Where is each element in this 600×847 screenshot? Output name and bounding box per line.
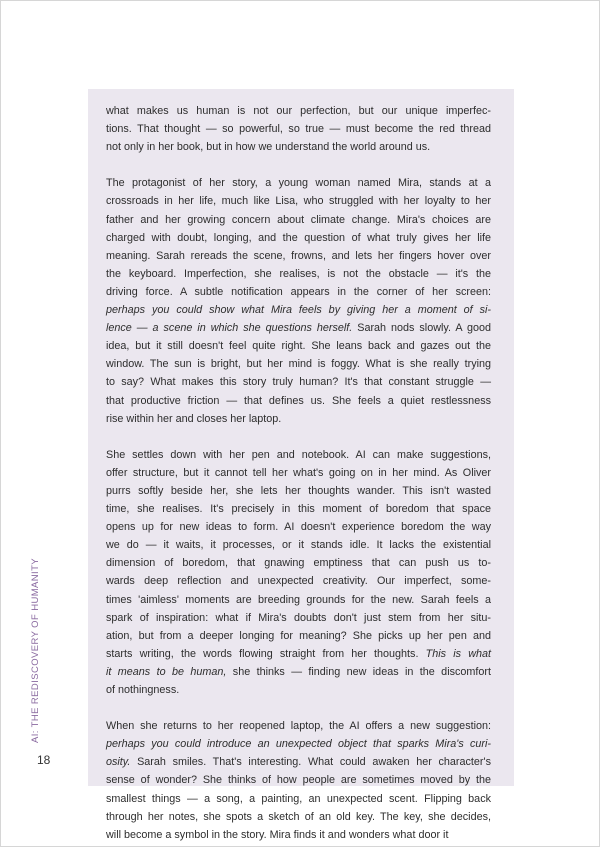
text-line [106, 174, 491, 192]
text-line [106, 572, 491, 590]
text-segment: idea, but it still doesn't feel quite right. She leans back and gazes out the [106, 340, 491, 353]
text-segment: tions. That thought — so powerful, so true — must become the red thread [106, 123, 491, 136]
text-line [106, 645, 491, 663]
text-line [106, 771, 491, 789]
text-line [106, 808, 491, 826]
text-segment: ation, but from a deeper longing for meaning? She picks up her pen and [106, 629, 491, 642]
text-line [106, 609, 491, 627]
text-line [106, 464, 491, 482]
text-segment: father and her growing concern about climate change. Mira's choices are [106, 213, 491, 226]
text-segment: smallest things — a song, a painting, an unexpected scent. Flipping back [106, 792, 491, 805]
text-line [106, 120, 491, 138]
text-line [106, 681, 491, 699]
text-segment: crossroads in her life, much like Lisa, who struggled with her loyalty to her [106, 195, 491, 208]
text-segment: offer structure, but it cannot tell her what's going on in her mind. As Oliver [106, 466, 491, 479]
text-segment: wards deep reflection and unexpected creativity. Our imperfect, some- [106, 575, 491, 588]
text-line [106, 482, 491, 500]
text-segment: driving force. A subtle notification appears in the corner of her screen: [106, 285, 491, 298]
text-line [106, 192, 491, 210]
text-segment: she thinks — finding new ideas in the discomfort [226, 665, 491, 678]
text-segment: to say? What makes this story truly human? It's that constant struggle — [106, 376, 491, 389]
text-segment: starts writing, the words flowing straight from her thoughts. [106, 647, 426, 660]
text-segment: times 'aimless' moments are breeding grounds for the new. Sarah feels a [106, 593, 491, 606]
text-line [106, 392, 491, 410]
text-line [106, 753, 491, 771]
text-line [106, 247, 491, 265]
text-line [106, 717, 491, 735]
text-line [106, 826, 491, 844]
text-segment: spark of inspiration: what if Mira's doubts don't just stem from her situ- [106, 611, 491, 624]
text-line [106, 536, 491, 554]
text-segment: window. The sun is bright, but her mind is foggy. What is she really trying [106, 358, 491, 371]
italic-text: osity. [106, 756, 131, 769]
text-line [106, 373, 491, 391]
text-line [106, 735, 491, 753]
text-line [106, 554, 491, 572]
text-segment: time, she realises. It's precisely in this moment of boredom that space [106, 503, 491, 516]
text-line [106, 265, 491, 283]
text-segment: will become a symbol in the story. Mira finds it and wonders what door it [106, 828, 449, 841]
running-title: AI: THE REDISCOVERY OF HUMANITY [30, 557, 41, 743]
text-line [106, 229, 491, 247]
text-segment: She settles down with her pen and notebook. AI can make suggestions, [106, 448, 491, 461]
text-segment: rise within her and closes her laptop. [106, 412, 282, 425]
text-line [106, 211, 491, 229]
italic-text: perhaps you could introduce an unexpected object that sparks Mira's curi- [106, 738, 491, 751]
text-line [106, 663, 491, 681]
text-line [106, 446, 491, 464]
text-segment: purrs softly beside her, she lets her thoughts wander. This isn't wasted [106, 484, 491, 497]
text-line [106, 283, 491, 301]
text-segment: The protagonist of her story, a young woman named Mira, stands at a [106, 177, 491, 190]
text-segment: the keyboard. Imperfection, she realises, is not the obstacle — it's the [106, 267, 491, 280]
text-segment: through her notes, she spots a sketch of an old key. The key, she decides, [106, 810, 491, 823]
text-line [106, 627, 491, 645]
text-segment: opens up for new ideas to form. AI doesn't experience boredom the way [106, 521, 491, 534]
body-text-block [88, 89, 514, 841]
text-segment: we do — it waits, it processes, or it stands idle. It lacks the existential [106, 539, 491, 552]
text-line [106, 138, 491, 156]
text-line [106, 319, 491, 337]
text-segment: not only in her book, but in how we understand the world around us. [106, 141, 431, 154]
text-line [106, 410, 491, 428]
italic-text: This is what [425, 647, 491, 660]
text-segment: Sarah smiles. That's interesting. What could awaken her character's [130, 756, 491, 769]
text-segment: meaning. Sarah rereads the scene, frowns, and lets her fingers hover over [106, 249, 491, 262]
text-line [106, 355, 491, 373]
text-line [106, 500, 491, 518]
text-line [106, 591, 491, 609]
italic-text: it means to be human, [106, 665, 227, 678]
text-segment: When she returns to her reopened laptop, the AI offers a new suggestion: [106, 720, 491, 733]
text-segment: sense of wonder? She thinks of how people are sometimes moved by the [106, 774, 491, 787]
italic-text: perhaps you could show what Mira feels by giving her a moment of si- [106, 304, 491, 317]
text-segment: dimension of boredom, that gnawing emptiness that can push us to- [106, 557, 491, 570]
italic-text: lence — a scene in which she questions herself. [106, 322, 353, 335]
text-segment: of nothingness. [106, 684, 180, 696]
text-segment: that productive friction — that defines us. She feels a quiet restlessness [106, 394, 491, 407]
text-line [106, 518, 491, 536]
text-segment: charged with doubt, longing, and the question of what truly gives her life [106, 231, 491, 244]
text-line [106, 102, 491, 120]
page-number: 18 [37, 753, 51, 767]
text-segment: Sarah nods slowly. A good [352, 322, 491, 335]
text-segment: what makes us human is not our perfection, but our unique imperfec- [106, 105, 491, 117]
text-line [106, 301, 491, 319]
text-line [106, 337, 491, 355]
text-line [106, 790, 491, 808]
